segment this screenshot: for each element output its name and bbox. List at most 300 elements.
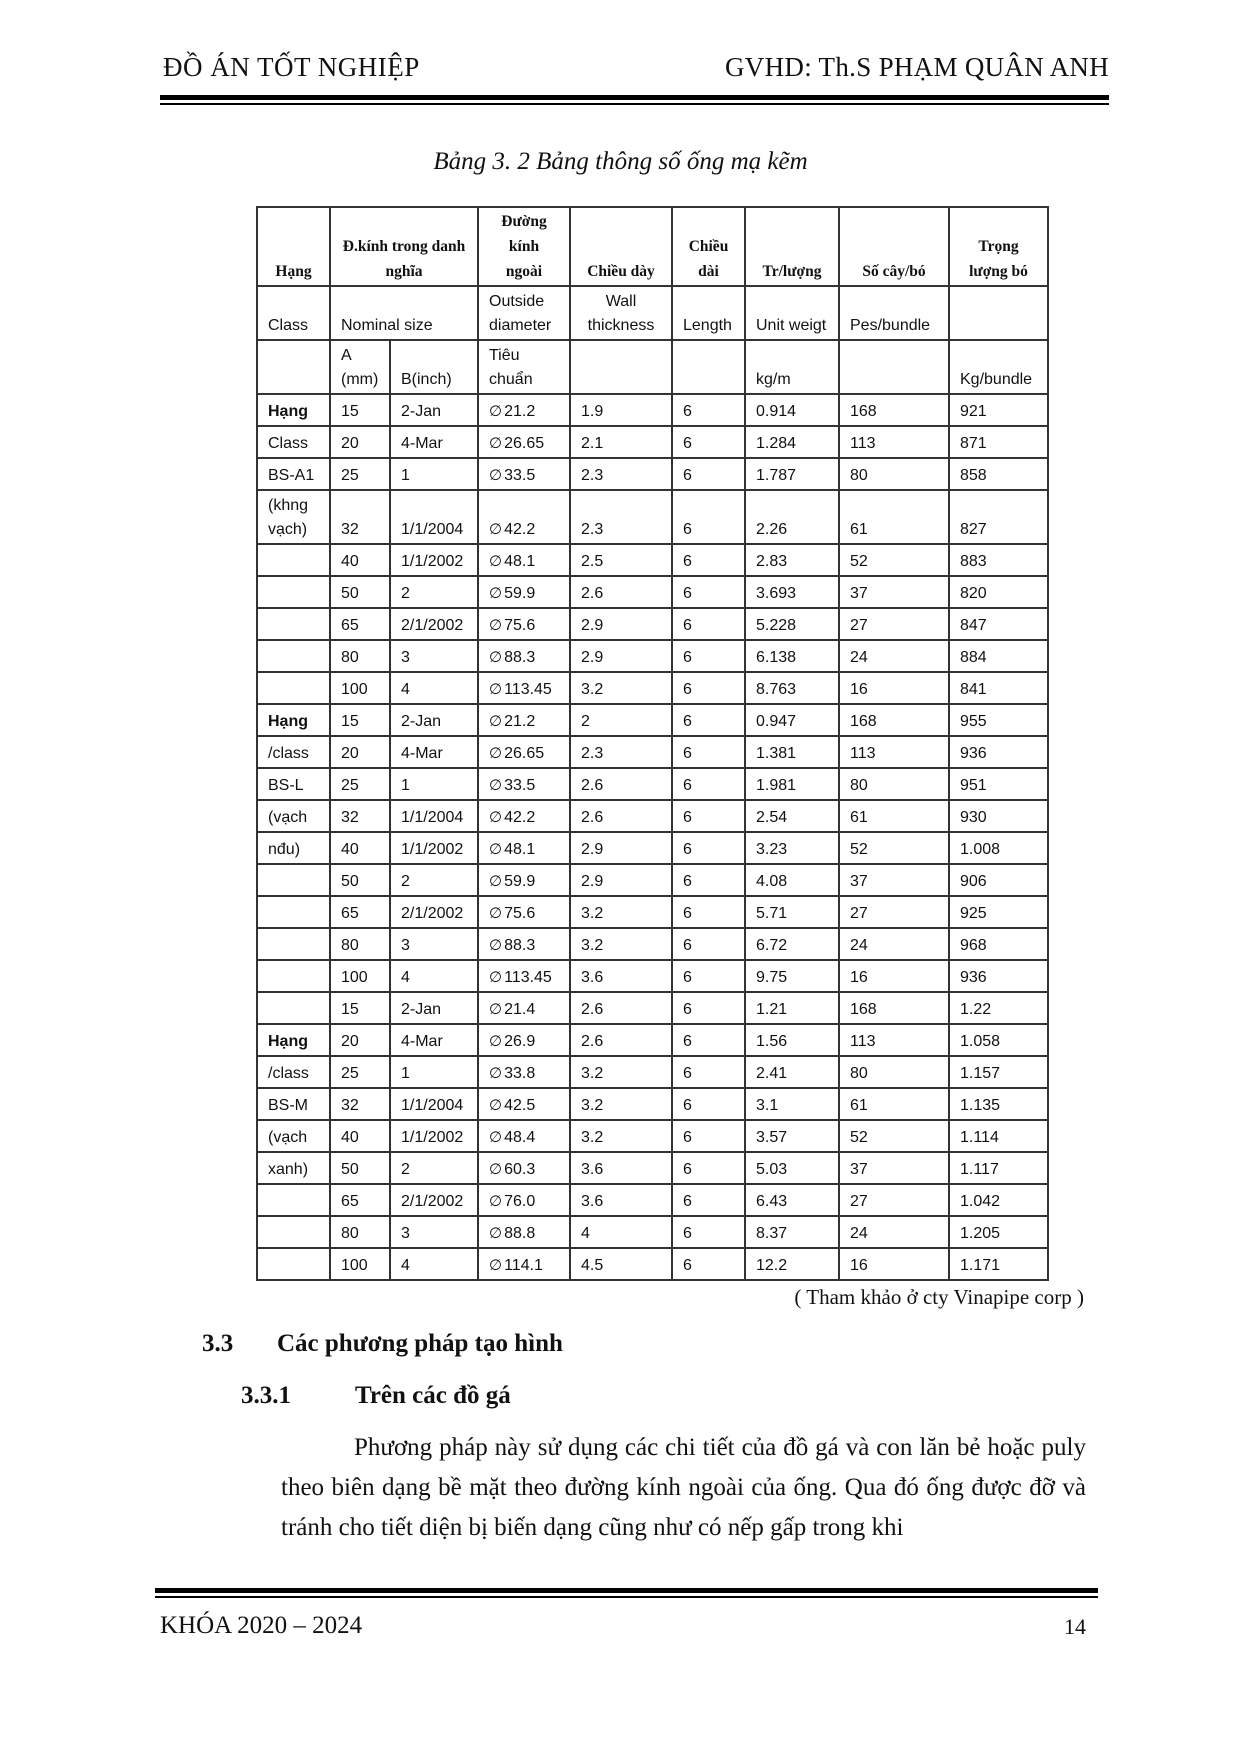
cell-unit: 0.914: [745, 394, 839, 426]
cell-bundle: 1.114: [949, 1120, 1048, 1152]
header-right-advisor: GVHD: Th.S PHẠM QUÂN ANH: [725, 52, 1109, 82]
cell-unit: 6.138: [745, 640, 839, 672]
cell-a: 32: [330, 1088, 390, 1120]
cell-class: BS-A1: [257, 458, 330, 490]
cell-len: 6: [672, 426, 745, 458]
cell-pes: 168: [839, 704, 949, 736]
table-row: [257, 576, 1048, 608]
col-header-trongluong: Trọng lượng bó: [949, 207, 1048, 286]
cell-od: [478, 576, 570, 608]
cell-class: Hạng: [257, 704, 330, 736]
diameter-symbol-icon: ∅: [489, 1032, 503, 1050]
cell-od: [478, 992, 570, 1024]
cell-unit: 2.54: [745, 800, 839, 832]
cell-bundle: 951: [949, 768, 1048, 800]
diameter-symbol-icon: ∅: [489, 1064, 503, 1082]
diameter-symbol-icon: ∅: [489, 1192, 503, 1210]
cell-len: 6: [672, 458, 745, 490]
cell-wall: 2.9: [570, 864, 672, 896]
cell-len: 6: [672, 490, 745, 544]
cell-od: [478, 1120, 570, 1152]
table-row: [257, 768, 1048, 800]
cell-b: 2/1/2002: [390, 896, 478, 928]
units-kgm: kg/m: [745, 340, 839, 394]
cell-len: 6: [672, 800, 745, 832]
table-row: [257, 426, 1048, 458]
cell-unit: 6.43: [745, 1184, 839, 1216]
cell-len: 6: [672, 992, 745, 1024]
table-row: [257, 1024, 1048, 1056]
table-row: [257, 896, 1048, 928]
cell-len: 6: [672, 394, 745, 426]
cell-b: 2-Jan: [390, 394, 478, 426]
cell-pes: 24: [839, 928, 949, 960]
cell-a: 40: [330, 832, 390, 864]
cell-wall: 2.6: [570, 992, 672, 1024]
cell-class: nđu): [257, 832, 330, 864]
cell-bundle: 936: [949, 736, 1048, 768]
header-row-units: [257, 340, 1048, 394]
cell-bundle: 968: [949, 928, 1048, 960]
cell-a: 20: [330, 426, 390, 458]
cell-a: 100: [330, 1248, 390, 1280]
cell-unit: 12.2: [745, 1248, 839, 1280]
cell-od-value: 26.65: [504, 745, 545, 762]
col-header-chieuday: Chiều dày: [570, 207, 672, 286]
cell-bundle: 847: [949, 608, 1048, 640]
footer-rule-thin: [155, 1596, 1098, 1598]
cell-a: 15: [330, 704, 390, 736]
cell-wall: 2.9: [570, 608, 672, 640]
cell-pes: 27: [839, 896, 949, 928]
cell-od-value: 42.2: [504, 809, 536, 826]
cell-b: 4: [390, 1248, 478, 1280]
cell-b: 4: [390, 672, 478, 704]
cell-wall: 2.6: [570, 576, 672, 608]
col-header-hang: Hạng: [257, 207, 330, 286]
cell-pes: 168: [839, 992, 949, 1024]
cell-b: 1/1/2002: [390, 1120, 478, 1152]
cell-wall: 1.9: [570, 394, 672, 426]
cell-pes: 27: [839, 608, 949, 640]
table-row: [257, 544, 1048, 576]
cell-pes: 37: [839, 576, 949, 608]
cell-a: 25: [330, 458, 390, 490]
diameter-symbol-icon: ∅: [489, 434, 503, 452]
cell-class: [257, 640, 330, 672]
cell-len: 6: [672, 1120, 745, 1152]
cell-class: [257, 544, 330, 576]
cell-bundle: 1.058: [949, 1024, 1048, 1056]
cell-pes: 52: [839, 832, 949, 864]
cell-len: 6: [672, 896, 745, 928]
table-row: [257, 832, 1048, 864]
cell-pes: 27: [839, 1184, 949, 1216]
cell-bundle: 871: [949, 426, 1048, 458]
cell-bundle: 921: [949, 394, 1048, 426]
cell-unit: 3.57: [745, 1120, 839, 1152]
header-row-vi: [257, 207, 1048, 286]
cell-len: 6: [672, 864, 745, 896]
units-blank: [570, 340, 672, 394]
cell-class: /class: [257, 736, 330, 768]
header-rule: [160, 95, 1109, 100]
units-a: A (mm): [330, 340, 390, 394]
cell-bundle: 1.205: [949, 1216, 1048, 1248]
cell-len: 6: [672, 1056, 745, 1088]
cell-class: [257, 928, 330, 960]
cell-len: 6: [672, 672, 745, 704]
table-row: [257, 1184, 1048, 1216]
cell-wall: 3.2: [570, 896, 672, 928]
cell-wall: 3.2: [570, 928, 672, 960]
cell-unit: 5.71: [745, 896, 839, 928]
cell-a: 50: [330, 1152, 390, 1184]
cell-unit: 4.08: [745, 864, 839, 896]
cell-pes: 168: [839, 394, 949, 426]
cell-len: 6: [672, 608, 745, 640]
diameter-symbol-icon: ∅: [489, 744, 503, 762]
cell-bundle: 925: [949, 896, 1048, 928]
diameter-symbol-icon: ∅: [489, 968, 503, 986]
subsection-number: 3.3.1: [241, 1382, 291, 1409]
cell-a: 65: [330, 1184, 390, 1216]
cell-class: [257, 576, 330, 608]
units-tieuchuan: Tiêu chuẩn: [478, 340, 570, 394]
diameter-symbol-icon: ∅: [489, 680, 503, 698]
cell-len: 6: [672, 928, 745, 960]
table-row: [257, 864, 1048, 896]
cell-b: 2-Jan: [390, 992, 478, 1024]
table-row: [257, 1152, 1048, 1184]
cell-od-value: 88.8: [504, 1225, 536, 1242]
cell-bundle: 906: [949, 864, 1048, 896]
cell-class: [257, 608, 330, 640]
cell-class: Hạng: [257, 394, 330, 426]
cell-pes: 80: [839, 768, 949, 800]
col-header-pes: Pes/bundle: [839, 286, 949, 340]
cell-od-value: 88.3: [504, 937, 536, 954]
cell-bundle: 1.117: [949, 1152, 1048, 1184]
cell-class: [257, 1216, 330, 1248]
cell-a: 15: [330, 992, 390, 1024]
cell-b: 1/1/2004: [390, 490, 478, 544]
cell-od-value: 48.4: [504, 1129, 536, 1146]
cell-a: 100: [330, 960, 390, 992]
cell-wall: 3.6: [570, 1152, 672, 1184]
cell-wall: 2.6: [570, 1024, 672, 1056]
cell-od: [478, 1216, 570, 1248]
cell-pes: 113: [839, 426, 949, 458]
col-header-outside: Outside diameter: [478, 286, 570, 340]
cell-pes: 37: [839, 864, 949, 896]
cell-b: 1/1/2002: [390, 832, 478, 864]
cell-a: 20: [330, 1024, 390, 1056]
cell-b: 2: [390, 1152, 478, 1184]
cell-unit: 0.947: [745, 704, 839, 736]
cell-od-value: 42.2: [504, 521, 536, 538]
diameter-symbol-icon: ∅: [489, 776, 503, 794]
col-header-class: Class: [257, 286, 330, 340]
cell-class: [257, 672, 330, 704]
section-number: 3.3: [202, 1330, 234, 1357]
cell-b: 3: [390, 928, 478, 960]
cell-wall: 2.9: [570, 640, 672, 672]
cell-a: 65: [330, 896, 390, 928]
cell-od-value: 21.2: [504, 713, 536, 730]
header-left-title: ĐỒ ÁN TỐT NGHIỆP: [163, 52, 420, 82]
cell-od-value: 113.45: [504, 969, 552, 986]
cell-unit: 1.21: [745, 992, 839, 1024]
diameter-symbol-icon: ∅: [489, 1256, 503, 1274]
cell-pes: 113: [839, 1024, 949, 1056]
units-blank: [839, 340, 949, 394]
pipe-spec-table: [256, 206, 1049, 1281]
header-rule-thin: [160, 103, 1109, 105]
cell-class: (vạch: [257, 800, 330, 832]
cell-bundle: 1.135: [949, 1088, 1048, 1120]
cell-b: 2: [390, 576, 478, 608]
cell-unit: 1.381: [745, 736, 839, 768]
cell-len: 6: [672, 1248, 745, 1280]
cell-b: 1: [390, 458, 478, 490]
cell-unit: 5.228: [745, 608, 839, 640]
cell-unit: 1.56: [745, 1024, 839, 1056]
cell-b: 2-Jan: [390, 704, 478, 736]
diameter-symbol-icon: ∅: [489, 1000, 503, 1018]
cell-len: 6: [672, 1152, 745, 1184]
cell-a: 80: [330, 928, 390, 960]
footer-rule: [155, 1588, 1098, 1593]
cell-od: [478, 960, 570, 992]
cell-od-value: 33.5: [504, 777, 536, 794]
cell-wall: 2.3: [570, 458, 672, 490]
cell-bundle: 936: [949, 960, 1048, 992]
cell-unit: 2.83: [745, 544, 839, 576]
cell-len: 6: [672, 832, 745, 864]
cell-a: 65: [330, 608, 390, 640]
cell-unit: 2.41: [745, 1056, 839, 1088]
cell-od-value: 59.9: [504, 585, 536, 602]
table-row: [257, 704, 1048, 736]
cell-len: 6: [672, 704, 745, 736]
cell-unit: 3.693: [745, 576, 839, 608]
cell-wall: 2.6: [570, 768, 672, 800]
cell-wall: 2.3: [570, 736, 672, 768]
cell-od-value: 33.5: [504, 467, 536, 484]
units-blank: [257, 340, 330, 394]
cell-class: xanh): [257, 1152, 330, 1184]
cell-pes: 52: [839, 544, 949, 576]
col-header-length: Length: [672, 286, 745, 340]
cell-od-value: 88.3: [504, 649, 536, 666]
cell-bundle: 930: [949, 800, 1048, 832]
diameter-symbol-icon: ∅: [489, 904, 503, 922]
cell-b: 4-Mar: [390, 1024, 478, 1056]
cell-od-value: 113.45: [504, 681, 552, 698]
cell-wall: 3.2: [570, 1056, 672, 1088]
cell-unit: 8.763: [745, 672, 839, 704]
cell-b: 4: [390, 960, 478, 992]
cell-pes: 37: [839, 1152, 949, 1184]
cell-bundle: 1.22: [949, 992, 1048, 1024]
cell-len: 6: [672, 640, 745, 672]
cell-a: 32: [330, 490, 390, 544]
diameter-symbol-icon: ∅: [489, 808, 503, 826]
cell-wall: 4: [570, 1216, 672, 1248]
cell-wall: 3.6: [570, 1184, 672, 1216]
cell-od: [478, 800, 570, 832]
table-row: [257, 736, 1048, 768]
cell-wall: 2.1: [570, 426, 672, 458]
cell-od: [478, 1152, 570, 1184]
cell-a: 40: [330, 544, 390, 576]
cell-b: 2/1/2002: [390, 608, 478, 640]
diameter-symbol-icon: ∅: [489, 616, 503, 634]
table-row: [257, 1216, 1048, 1248]
cell-od: [478, 1184, 570, 1216]
cell-od: [478, 490, 570, 544]
cell-wall: 2.6: [570, 800, 672, 832]
cell-od: [478, 672, 570, 704]
cell-pes: 16: [839, 1248, 949, 1280]
cell-len: 6: [672, 1216, 745, 1248]
cell-pes: 16: [839, 960, 949, 992]
diameter-symbol-icon: ∅: [489, 1096, 503, 1114]
cell-a: 32: [330, 800, 390, 832]
cell-b: 1/1/2002: [390, 544, 478, 576]
cell-b: 1/1/2004: [390, 1088, 478, 1120]
cell-a: 50: [330, 864, 390, 896]
cell-od: [478, 864, 570, 896]
cell-od-value: 60.3: [504, 1161, 536, 1178]
table-row: [257, 394, 1048, 426]
subsection-title: Trên các đồ gá: [355, 1382, 511, 1409]
cell-a: 40: [330, 1120, 390, 1152]
diameter-symbol-icon: ∅: [489, 552, 503, 570]
cell-od-value: 76.0: [504, 1193, 536, 1210]
cell-od: [478, 928, 570, 960]
page-number: 14: [1064, 1614, 1086, 1639]
cell-bundle: 1.042: [949, 1184, 1048, 1216]
table-row: [257, 800, 1048, 832]
cell-a: 15: [330, 394, 390, 426]
cell-b: 1: [390, 768, 478, 800]
col-header-wall: Wall thickness: [570, 286, 672, 340]
cell-wall: 2: [570, 704, 672, 736]
cell-unit: 3.1: [745, 1088, 839, 1120]
cell-od: [478, 458, 570, 490]
table-row: [257, 1056, 1048, 1088]
body-paragraph: Phương pháp này sử dụng các chi tiết của đồ gá và con lăn bẻ hoặc puly theo biên dạng bề mặt theo đường kính ngoài của ống. Qua đó ống được đỡ và tránh cho tiết diện bị biến dạng cũng như có nếp gấp trong khi: [281, 1434, 1086, 1541]
cell-pes: 80: [839, 458, 949, 490]
cell-class: [257, 896, 330, 928]
cell-pes: 113: [839, 736, 949, 768]
cell-a: 50: [330, 576, 390, 608]
cell-bundle: 1.157: [949, 1056, 1048, 1088]
col-header-trluong: Tr/lượng: [745, 207, 839, 286]
cell-len: 6: [672, 544, 745, 576]
cell-b: 4-Mar: [390, 736, 478, 768]
cell-pes: 61: [839, 1088, 949, 1120]
header-row-en: [257, 286, 1048, 340]
cell-len: 6: [672, 960, 745, 992]
diameter-symbol-icon: ∅: [489, 584, 503, 602]
cell-od: [478, 394, 570, 426]
cell-wall: 4.5: [570, 1248, 672, 1280]
source-note: ( Tham khảo ở cty Vinapipe corp ): [794, 1285, 1084, 1309]
cell-len: 6: [672, 1184, 745, 1216]
table-row: [257, 608, 1048, 640]
table-row: [257, 490, 1048, 544]
cell-bundle: 841: [949, 672, 1048, 704]
cell-a: 25: [330, 768, 390, 800]
cell-bundle: 883: [949, 544, 1048, 576]
cell-od-value: 21.4: [504, 1001, 536, 1018]
cell-od: [478, 640, 570, 672]
table-row: [257, 458, 1048, 490]
cell-od: [478, 768, 570, 800]
diameter-symbol-icon: ∅: [489, 648, 503, 666]
col-header-blank: [949, 286, 1048, 340]
footer-course: KHÓA 2020 – 2024: [160, 1612, 363, 1639]
cell-class: [257, 1184, 330, 1216]
cell-wall: 3.2: [570, 672, 672, 704]
cell-od: [478, 704, 570, 736]
cell-wall: 2.5: [570, 544, 672, 576]
cell-pes: 61: [839, 800, 949, 832]
cell-bundle: 884: [949, 640, 1048, 672]
cell-unit: 1.787: [745, 458, 839, 490]
cell-pes: 24: [839, 1216, 949, 1248]
cell-a: 80: [330, 640, 390, 672]
table-row: [257, 1120, 1048, 1152]
cell-bundle: 1.008: [949, 832, 1048, 864]
cell-od-value: 59.9: [504, 873, 536, 890]
diameter-symbol-icon: ∅: [489, 1128, 503, 1146]
cell-bundle: 1.171: [949, 1248, 1048, 1280]
cell-class: BS-M: [257, 1088, 330, 1120]
cell-od: [478, 426, 570, 458]
cell-bundle: 827: [949, 490, 1048, 544]
table-row: [257, 1248, 1048, 1280]
diameter-symbol-icon: ∅: [489, 712, 503, 730]
col-header-socay: Số cây/bó: [839, 207, 949, 286]
col-header-duongkinh: Đường kính ngoài: [478, 207, 570, 286]
cell-wall: 2.9: [570, 832, 672, 864]
cell-od: [478, 832, 570, 864]
cell-od-value: 75.6: [504, 617, 536, 634]
cell-pes: 80: [839, 1056, 949, 1088]
cell-od: [478, 896, 570, 928]
cell-unit: 1.981: [745, 768, 839, 800]
cell-class: Class: [257, 426, 330, 458]
cell-b: 1/1/2004: [390, 800, 478, 832]
cell-od: [478, 608, 570, 640]
cell-od-value: 48.1: [504, 553, 536, 570]
cell-od-value: 26.65: [504, 435, 545, 452]
cell-b: 2/1/2002: [390, 1184, 478, 1216]
cell-b: 4-Mar: [390, 426, 478, 458]
diameter-symbol-icon: ∅: [489, 840, 503, 858]
cell-unit: 5.03: [745, 1152, 839, 1184]
cell-pes: 52: [839, 1120, 949, 1152]
cell-class: [257, 992, 330, 1024]
cell-class: [257, 1248, 330, 1280]
cell-a: 20: [330, 736, 390, 768]
cell-wall: 3.6: [570, 960, 672, 992]
cell-bundle: 955: [949, 704, 1048, 736]
